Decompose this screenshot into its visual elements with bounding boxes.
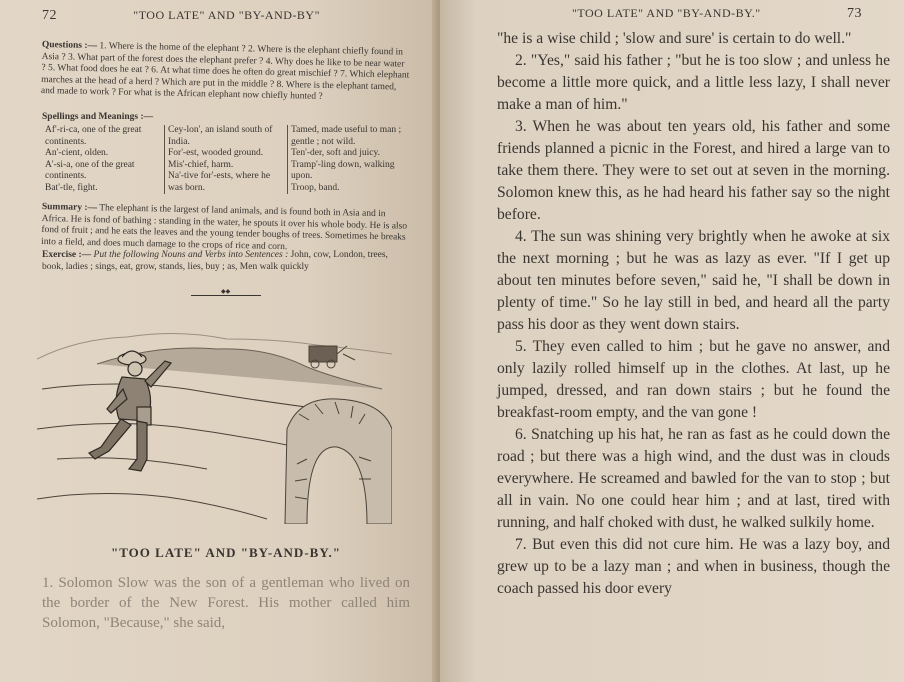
questions-block <box>41 40 410 105</box>
spellings-heading: Spellings and Meanings :— <box>42 111 154 122</box>
paragraph-5: 5. They even called to him ; but he gave no answer, and only lazily rolled himself up in the clothes. At last, up he jumped, dressed, and ran down stairs ; but he found the breakfast-room empty, and the van gone ! <box>497 338 890 421</box>
questions-text: 1. Where is the home of the elephant ? 2. Where is the elephant chiefly found in Asia ? 3. What part of the forest does the elephant prefer ? 4. Why does he like to be near water ? 5. What food does he eat ? 6. At what time does he often do great mischief ? 7. Which elephant marches at the head of a herd ? Which are put in the middle ? 8. Where is the elephant tamed, and made to work ? For what is the African elephant now chiefly hunted ? <box>40 41 410 102</box>
right-page <box>440 0 904 682</box>
left-page <box>0 0 440 682</box>
running-head-left-title: "TOO LATE" AND "BY-AND-BY" <box>133 8 320 22</box>
summary-block <box>41 202 410 256</box>
left-page-paragraph-1: 1. Solomon Slow was the son of a gentleman who lived on the border of the New Forest. His mother called him Solomon, "Because," she said, <box>42 575 410 631</box>
spellings-column-2 <box>164 125 287 194</box>
spelling-entry: Cey-lon', an island south of India. <box>168 125 273 147</box>
boy-chasing-van-illustration <box>37 319 392 524</box>
paragraph-7: 7. But even this did not cure him. He was a lazy boy, and grew up to be a lazy man ; and when in business, though the coach passed his door every <box>497 536 890 597</box>
spellings-table <box>42 125 410 194</box>
paragraph-2: 2. "Yes," said his father ; "but he is too slow ; and unless he become a little more quick, and a little less lazy, I shall never make a man of him." <box>497 52 890 113</box>
exercise-instruction: Put the following Nouns and Verbs into Sentences : <box>93 250 289 260</box>
spelling-entry: Tramp'-ling down, walking upon. <box>291 159 395 181</box>
spelling-entry: For'-est, wooded ground. <box>168 148 264 158</box>
exercise-text: John, cow, London, trees, book, ladies ; sings, eat, grow, stands, lies, buy ; as, Men walk quickly <box>42 250 388 272</box>
spelling-entry: An'-cient, olden. <box>45 148 109 158</box>
spelling-entry: Troop, band. <box>291 182 340 193</box>
story-title: "TOO LATE" AND "BY-AND-BY." <box>111 545 341 560</box>
questions-label: Questions :— <box>41 40 98 52</box>
page-number-right: 73 <box>847 6 862 21</box>
ornament-divider <box>191 291 261 299</box>
right-page-body <box>497 28 890 600</box>
running-head-left <box>42 8 410 24</box>
summary-label: Summary :— <box>41 202 98 214</box>
spelling-entry: Na'-tive for'-ests, where he was born. <box>168 171 271 193</box>
exercise-label: Exercise :— <box>42 250 92 260</box>
running-head-right-title: "TOO LATE" AND "BY-AND-BY." <box>572 6 761 20</box>
paragraph-4: 4. The sun was shining very brightly when he awoke at six the next morning ; but he was as lazy as ever. "If I get up about ten minutes before seven," said he, "I shall be down in plenty of time." So he lay still in bed, and heard all the party pass his door as they went down stairs. <box>497 228 890 333</box>
spelling-entry: A'-si-a, one of the great continents. <box>45 159 135 181</box>
running-head-right <box>497 6 890 22</box>
spellings-column-1 <box>42 125 164 194</box>
spelling-entry: Bat'-tle, fight. <box>45 182 98 193</box>
spelling-entry: Af'-ri-ca, one of the great continents. <box>45 125 142 147</box>
spelling-entry: Ten'-der, soft and juicy. <box>291 148 380 158</box>
paragraph-continued: "he is a wise child ; 'slow and sure' is certain to do well." <box>497 30 852 47</box>
paragraph-6: 6. Snatching up his hat, he ran as fast as he could down the road ; but there was a high wind, and the dust was in clouds everywhere. He screamed and bawled for the van to stop ; but all in vain. No one could hear him ; and at last, tired with running, and half choked with dust, he walked sulkily home. <box>497 426 890 531</box>
spellings-column-3 <box>287 125 410 194</box>
page-number-left: 72 <box>42 8 57 23</box>
spelling-entry: Mis'-chief, harm. <box>168 159 234 170</box>
paragraph-3: 3. When he was about ten years old, his father and some friends planned a picnic in the Forest, and hired a large van to take them there. They were to set out at seven in the morning. Solomon knew this, as he had heard his father say so the night before. <box>497 118 890 223</box>
summary-text: The elephant is the largest of land animals, and is found both in Asia and in Africa. He is fond of bathing : standing in the water, he spouts it over his whole body. He is also fond of fruit ; and he eats the leaves and the young tender boughs of trees. Sometimes he breaks into a field, and does much damage to the crops of rice and corn. <box>41 203 408 252</box>
spelling-entry: Tamed, made useful to man ; gentle ; not wild. <box>291 125 402 147</box>
